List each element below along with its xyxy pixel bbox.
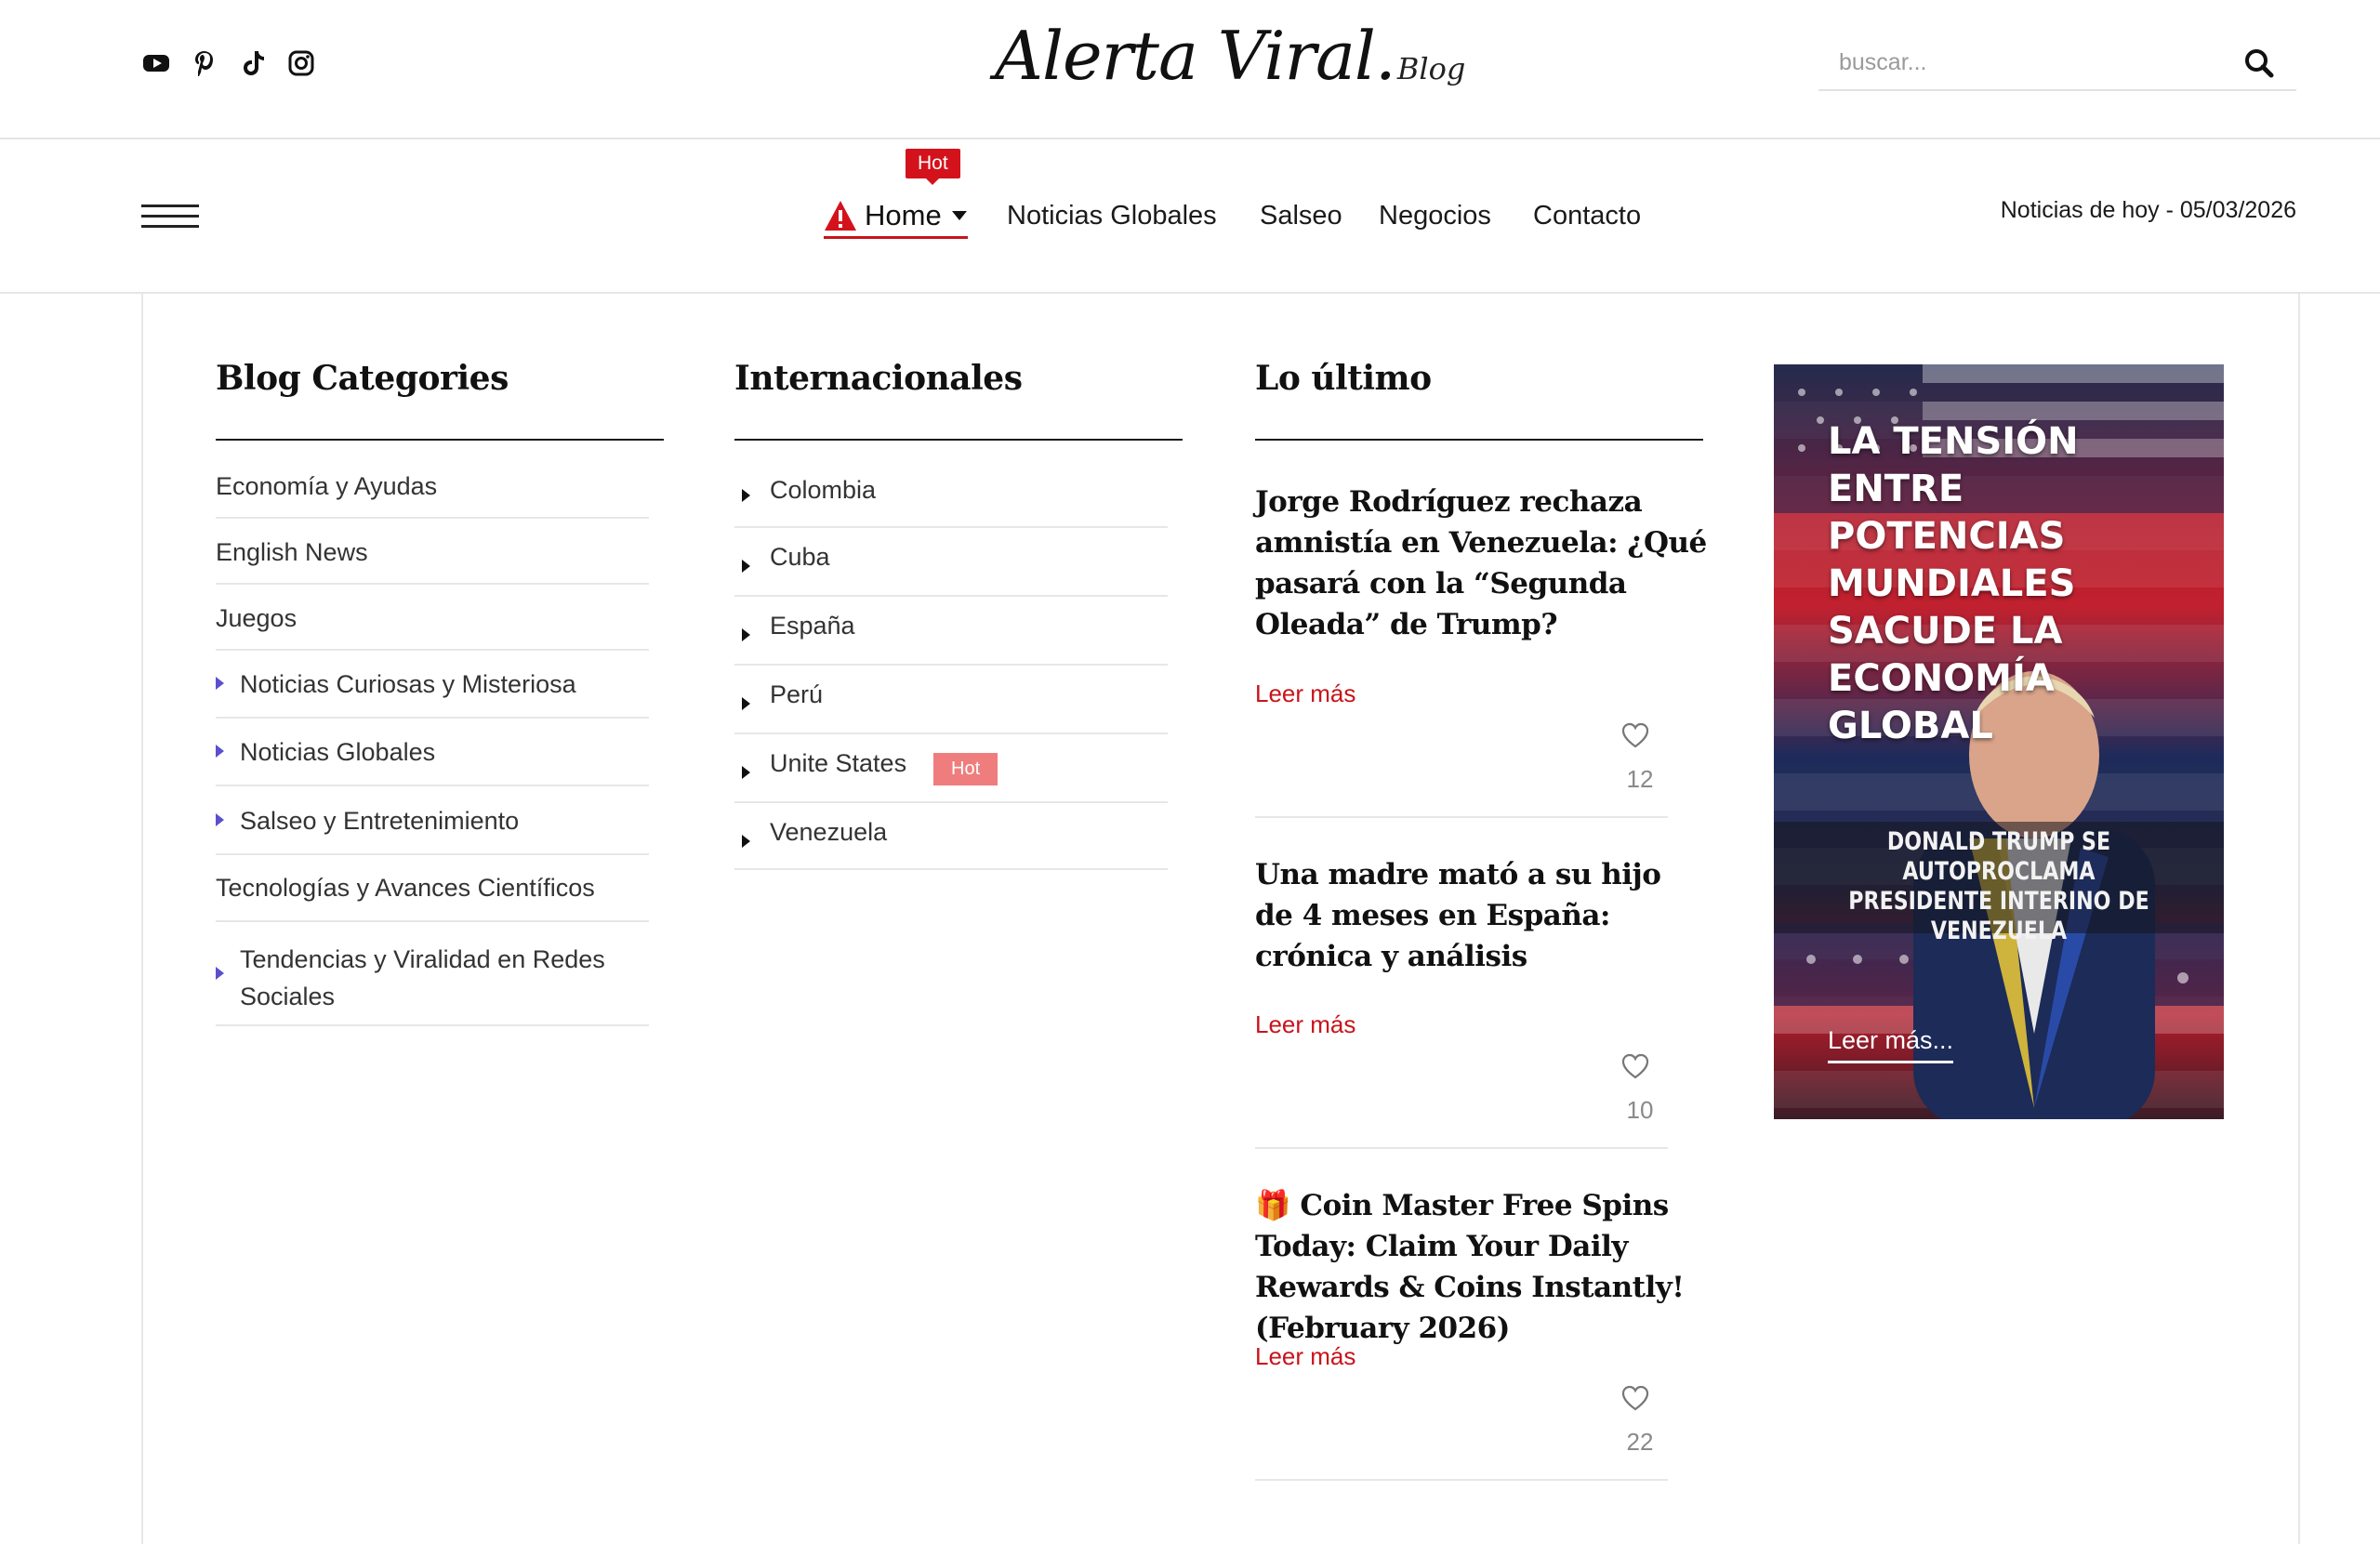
country-label: España: [770, 612, 855, 640]
chevron-down-icon: [951, 210, 968, 221]
category-label: Noticias Globales: [240, 738, 436, 766]
country-label: Colombia: [770, 476, 877, 504]
category-item[interactable]: [216, 465, 649, 519]
nav-item-salseo[interactable]: Salseo: [1260, 201, 1342, 231]
category-label: Juegos: [216, 604, 298, 632]
country-label: Unite States: [770, 749, 907, 777]
category-item[interactable]: [216, 531, 649, 585]
read-more-link[interactable]: Leer más: [1255, 1342, 1356, 1370]
caret-right-icon: [742, 628, 750, 641]
category-item[interactable]: [216, 799, 649, 855]
logo-main-text: Alerta Viral.: [995, 17, 1395, 95]
caret-right-icon: [216, 745, 224, 758]
category-label: Economía y Ayudas: [216, 472, 438, 500]
logo-sub-text: Blog: [1396, 51, 1466, 86]
category-label: Salseo y Entretenimiento: [240, 807, 520, 835]
country-item[interactable]: [734, 528, 1168, 597]
hot-tag: Hot: [933, 753, 998, 785]
pinterest-icon[interactable]: [190, 48, 219, 78]
category-item[interactable]: [216, 597, 649, 651]
heart-icon[interactable]: [1621, 722, 1649, 748]
category-item[interactable]: [216, 866, 649, 922]
search-icon[interactable]: [2242, 46, 2276, 80]
youtube-icon[interactable]: [141, 48, 171, 78]
post-title-link[interactable]: Jorge Rodríguez rechaza amnistía en Venezuela: ¿Qué pasará con la “Segunda Oleada” de Trump?: [1255, 485, 1707, 641]
blog-categories-title: Blog Categories: [216, 359, 509, 398]
like-count: 10: [1626, 1096, 1654, 1124]
read-more-link[interactable]: Leer más: [1255, 1010, 1356, 1038]
heart-icon[interactable]: [1621, 1053, 1649, 1079]
site-logo[interactable]: [995, 17, 1465, 100]
caret-right-icon: [742, 697, 750, 710]
country-label: Venezuela: [770, 818, 888, 846]
country-item[interactable]: [734, 597, 1168, 666]
post-title-link[interactable]: 🎁 Coin Master Free Spins Today: Claim Your Daily Rewards & Coins Instantly! (February 2026): [1255, 1189, 1685, 1345]
read-more-link[interactable]: Leer más: [1255, 680, 1356, 707]
top-bar: [0, 0, 2380, 139]
category-item[interactable]: [216, 731, 649, 786]
latest-title: Lo último: [1255, 359, 1432, 398]
caret-right-icon: [216, 813, 224, 826]
post-divider: [1255, 816, 1668, 818]
nav-item-noticias-globales[interactable]: Noticias Globales: [1007, 201, 1217, 231]
category-item[interactable]: [216, 663, 649, 719]
internacionales-title: Internacionales: [734, 359, 1023, 398]
nav-item-home-label: Home: [865, 199, 942, 231]
caret-right-icon: [742, 766, 750, 779]
country-label: Perú: [770, 680, 824, 708]
section-divider: [216, 439, 664, 441]
country-label: Cuba: [770, 543, 830, 571]
category-item[interactable]: [216, 933, 649, 1026]
country-item[interactable]: [734, 465, 1168, 528]
caret-right-icon: [742, 835, 750, 848]
nav-item-contacto[interactable]: Contacto: [1533, 201, 1642, 231]
category-label: English News: [216, 538, 368, 566]
section-divider: [734, 439, 1183, 441]
promo-banner[interactable]: [1774, 364, 2224, 1119]
post-divider: [1255, 1479, 1668, 1481]
instagram-icon[interactable]: [286, 48, 316, 78]
hamburger-menu-icon[interactable]: [141, 205, 199, 229]
caret-right-icon: [216, 677, 224, 690]
nav-item-home[interactable]: [824, 195, 968, 239]
banner-headline: LA TENSIÓN ENTRE POTENCIAS MUNDIALES SACUDE LA ECONOMÍA GLOBAL: [1828, 420, 2079, 747]
category-label: Tecnologías y Avances Científicos: [216, 874, 595, 902]
hot-badge: Hot: [906, 149, 960, 178]
post-divider: [1255, 1147, 1668, 1149]
country-item[interactable]: [734, 734, 1168, 803]
like-count: 22: [1626, 1428, 1654, 1456]
post-title-link[interactable]: Una madre mató a su hijo de 4 meses en España: crónica y análisis: [1255, 858, 1661, 973]
category-label: Tendencias y Viralidad en Redes Sociales: [240, 945, 605, 1010]
caret-right-icon: [742, 489, 750, 502]
caret-right-icon: [216, 967, 224, 980]
section-divider: [1255, 439, 1703, 441]
date-text: Noticias de hoy - 05/03/2026: [2000, 197, 2296, 223]
search-input[interactable]: [1837, 45, 2213, 80]
like-count: 12: [1626, 765, 1654, 793]
banner-read-more-link[interactable]: Leer más...: [1828, 1026, 1953, 1063]
banner-subline: DONALD TRUMP SE AUTOPROCLAMA PRESIDENTE INTERINO DE VENEZUELA: [1848, 827, 2149, 945]
country-item[interactable]: [734, 803, 1168, 870]
category-label: Noticias Curiosas y Misteriosa: [240, 670, 576, 698]
nav-item-negocios[interactable]: Negocios: [1379, 201, 1491, 231]
heart-icon[interactable]: [1621, 1385, 1649, 1411]
search-box: [1818, 37, 2296, 91]
caret-right-icon: [742, 560, 750, 573]
country-item[interactable]: [734, 666, 1168, 734]
warning-icon: [824, 200, 857, 231]
tiktok-icon[interactable]: [238, 48, 268, 78]
